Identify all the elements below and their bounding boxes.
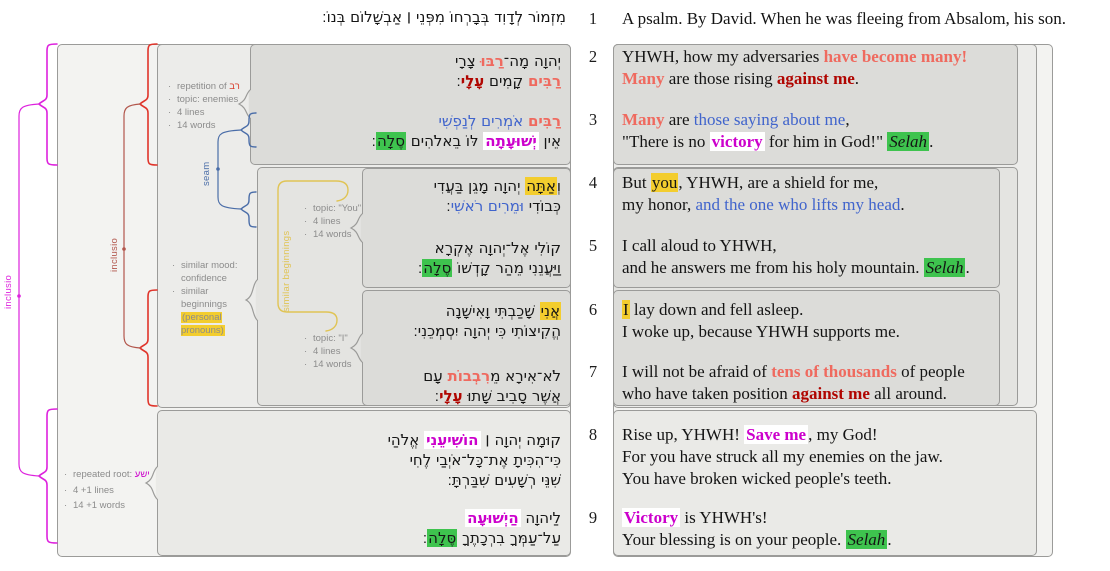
annotation-text [181, 285, 250, 337]
annotation-item [168, 93, 256, 106]
highlighted-text: against me [791, 384, 870, 403]
english-verse-7 [622, 361, 965, 405]
annotation-item [304, 202, 384, 215]
text-run: and he answers me from his holy mountain. [622, 258, 924, 277]
hebrew-verse-4 [434, 176, 561, 216]
highlighted-text: רִבְבוֹת [447, 367, 491, 385]
highlighted-text: הוֹשִׁיעֵנִי [426, 431, 479, 449]
text-run: lay down and fell asleep. [629, 300, 804, 319]
highlighted-text: ישע [134, 469, 150, 480]
highlighted-text: Save me [746, 425, 807, 444]
highlighted-text: רב [229, 81, 240, 92]
annotation-text [313, 358, 384, 371]
highlighted-text: those saying about me [693, 110, 846, 129]
hebrew-verse-3 [372, 111, 561, 151]
text-run: 4 lines [313, 346, 341, 357]
text-run: For you have struck all my enemies on the jaw. [622, 447, 943, 466]
highlighted-text: Many [622, 69, 665, 88]
inner-inclusio-label: inclusio [109, 237, 120, 272]
annotation-item [304, 345, 384, 358]
annotation-item [168, 80, 256, 93]
annotation-text [73, 498, 159, 514]
annotation-topic-you [304, 202, 384, 241]
annotation-text [177, 80, 256, 93]
bullet-icon: · [304, 359, 308, 370]
annotation-enemies [168, 80, 256, 132]
text-run: אֱלֹהַי [387, 431, 425, 449]
bullet-icon: · [168, 81, 172, 92]
text-run: topic: enemies [177, 94, 239, 105]
text-run: ׃ [446, 197, 451, 215]
annotation-item [168, 119, 256, 132]
highlighted-text: אֹמְרִים לְנַפְשִׁי [438, 112, 524, 130]
text-run: אֵין [538, 132, 561, 150]
annotation-item [304, 358, 384, 371]
text-run: topic: "You" [313, 203, 362, 214]
annotation-text [313, 202, 384, 215]
text-run: ׃ [434, 387, 440, 405]
highlighted-text: עָלָי [439, 387, 463, 405]
annotation-item [64, 498, 159, 514]
hebrew-verse-7 [423, 366, 561, 406]
highlighted-text: יְשׁוּעָתָה [485, 132, 537, 150]
annotation-text [313, 345, 384, 358]
highlighted-text: Victory [624, 508, 679, 527]
english-verse-9 [622, 507, 892, 551]
english-superscription: A psalm. By David. When he was fleeing from Absalom, his son. [622, 9, 1066, 28]
text-run: But [622, 173, 651, 192]
text-run: ׃ [422, 529, 428, 547]
bullet-icon: · [64, 469, 68, 480]
text-run: I call aloud to YHWH, [622, 236, 777, 255]
text-run: 4 lines [177, 107, 205, 118]
text-run: 14 words [313, 359, 352, 370]
hebrew-verse-9 [423, 508, 561, 548]
highlighted-text: רַבִּים [527, 72, 561, 90]
text-run: similar beginnings [181, 286, 227, 310]
hebrew-verse-2 [455, 51, 561, 91]
text-run: ׃ [456, 72, 461, 90]
text-run: similar mood: confidence [181, 260, 238, 284]
highlighted-text: אַתָּה [526, 177, 556, 195]
text-run: , my God! [808, 425, 878, 444]
highlighted-text: Many [622, 110, 665, 129]
annotation-text [181, 259, 250, 285]
highlighted-text: (personal pronouns) [181, 312, 224, 336]
text-run: Rise up, YHWH! [622, 425, 745, 444]
text-run: כְּבוֹדִי [523, 197, 561, 215]
annotation-item [172, 285, 250, 337]
annotation-item [64, 483, 159, 499]
highlighted-text: רַבּוּ [480, 52, 504, 70]
text-run: repetition of [177, 81, 230, 92]
text-run: I will not be afraid of [622, 362, 772, 381]
highlighted-text: רַבִּים [527, 112, 561, 130]
bullet-icon: · [172, 260, 176, 271]
annotation-item [64, 467, 159, 483]
highlighted-text: have become many! [823, 47, 968, 66]
text-run: עַל־עַמְּךָ בִרְכָתֶךָ [457, 529, 561, 547]
annotation-text [313, 228, 384, 241]
bullet-icon: · [172, 286, 176, 297]
text-run: who have taken position [622, 384, 792, 403]
text-run: הֱקִיצוֹתִי כִּי יְהוָה יִסְמְכֵנִי׃ [413, 322, 561, 340]
annotation-text [313, 215, 384, 228]
highlighted-text: and the one who lifts my head [695, 195, 901, 214]
highlighted-text: I [623, 300, 629, 319]
highlighted-text: tens of thousands [771, 362, 897, 381]
text-run: . [965, 258, 970, 277]
annotation-item [304, 215, 384, 228]
text-run: are those rising [664, 69, 777, 88]
text-run: לּוֹ בֵאלֹהִים [406, 132, 484, 150]
similar-beginnings-label: similar beginnings [281, 230, 292, 312]
bullet-icon: · [64, 484, 68, 496]
annotation-text [177, 106, 256, 119]
text-run: קוֹלִי אֶל־יְהוָה אֶקְרָא [434, 239, 561, 257]
text-run: שָׁכַבְתִּי וָאִישָׁנָה [445, 302, 540, 320]
text-run: repeated root: [73, 469, 135, 480]
annotation-topic-i [304, 332, 384, 371]
text-run: . [887, 530, 892, 549]
bullet-icon: · [168, 94, 172, 105]
text-run: ׃ [371, 132, 376, 150]
verse-number-3: 3 [588, 110, 598, 129]
text-run: עָם [423, 367, 448, 385]
outer-inclusio-label: inclusio [3, 274, 14, 309]
bullet-icon: · [64, 500, 68, 511]
annotation-text [177, 93, 256, 106]
text-run: כִּי־הִכִּיתָ אֶת־כָּל־אֹיְבַי לֶחִי [409, 451, 561, 469]
text-run: for him in God!" [764, 132, 888, 151]
text-run: וַיַּעֲנֵנִי מֵהַר קָדְשׁוֹ [452, 259, 561, 277]
text-run: קָמִים [484, 72, 528, 90]
english-verse-8 [622, 424, 943, 490]
highlighted-text: וּמֵרִים רֹאשִׁי [450, 197, 524, 215]
english-verse-2 [622, 46, 967, 90]
highlighted-text: Selah [847, 530, 886, 549]
hebrew-verse-5 [418, 238, 561, 278]
annotation-text [177, 119, 256, 132]
text-run: קוּמָה יְהוָה ׀ [480, 431, 561, 449]
highlighted-text: הַיְשׁוּעָה [467, 509, 519, 527]
annotation-repeated-root [64, 467, 159, 514]
text-run: 14 words [313, 229, 352, 240]
bullet-icon: · [304, 346, 308, 357]
verse-number-7: 7 [588, 362, 598, 381]
bullet-icon: · [304, 216, 308, 227]
text-run: all around. [869, 384, 947, 403]
text-run: לֹא־אִירָא מֵ [490, 367, 561, 385]
hebrew-verse-6 [413, 301, 561, 341]
text-run: "There is no [622, 132, 710, 151]
annotation-item [304, 228, 384, 241]
text-run: my honor, [622, 195, 696, 214]
verse-number-8: 8 [588, 425, 598, 444]
highlighted-text: סֶּלָה [428, 529, 457, 547]
text-run: . [854, 69, 860, 88]
annotation-text [73, 467, 159, 483]
verse-number-2: 2 [588, 47, 598, 66]
seam-label: seam [201, 161, 212, 186]
text-run: לַיהוָה [520, 509, 561, 527]
text-run: יְהוָה מָגֵן בַּעֲדִי [433, 177, 526, 195]
hebrew-verse-8 [388, 430, 561, 490]
annotation-item [304, 332, 384, 345]
english-verse-5 [622, 235, 970, 279]
highlighted-text: סֶלָה [423, 259, 452, 277]
highlighted-text: Selah [889, 132, 928, 151]
text-run: I woke up, because YHWH supports me. [622, 322, 900, 341]
text-run: 4 +1 lines [73, 484, 114, 496]
annotation-similar-mood [172, 259, 250, 337]
bullet-icon: · [168, 107, 172, 118]
text-run: Your blessing is on your people. [622, 530, 846, 549]
annotation-item [172, 259, 250, 285]
text-run: , YHWH, are a shield for me, [678, 173, 879, 192]
text-run: ׃ [417, 259, 423, 277]
highlighted-text: victory [711, 132, 763, 151]
verse-number-4: 4 [588, 173, 598, 192]
text-run: . [900, 195, 905, 214]
english-verse-3 [622, 109, 933, 153]
annotation-text [313, 332, 384, 345]
bullet-icon: · [304, 229, 308, 240]
text-run: 14 words [177, 120, 216, 131]
highlighted-text: you [651, 173, 678, 192]
text-run: You have broken wicked people's teeth. [622, 469, 892, 488]
highlighted-text: against me [776, 69, 855, 88]
verse-number-9: 9 [588, 508, 598, 527]
text-run: is YHWH's! [680, 508, 768, 527]
text-run: are [664, 110, 694, 129]
bullet-icon: · [304, 333, 308, 344]
highlighted-text: סֶלָה [376, 132, 406, 150]
verse-number-1: 1 [588, 9, 598, 28]
annotation-item [168, 106, 256, 119]
text-run: וְ [556, 177, 561, 195]
text-run: topic: "I" [313, 333, 348, 344]
english-verse-4 [622, 172, 905, 216]
text-run: YHWH, how my adversaries [622, 47, 824, 66]
text-run: of people [896, 362, 965, 381]
english-verse-6 [622, 299, 900, 343]
text-run: , [845, 110, 850, 129]
highlighted-text: אֲנִי [540, 302, 560, 320]
bullet-icon: · [304, 203, 308, 214]
text-run: 14 +1 words [73, 500, 126, 511]
verse-number-6: 6 [588, 300, 598, 319]
text-run: אֲשֶׁר סָבִיב שָׁתוּ [462, 387, 561, 405]
text-run: צָרָי [454, 52, 481, 70]
highlighted-text: עָלָי [460, 72, 485, 90]
hebrew-superscription: מִזְמוֹר לְדָוִד בְּבָרְחוֹ מִפְּנֵי ׀ אַבְשָׁלוֹם בְּנוֹ׃ [322, 8, 566, 26]
text-run: שִׁנֵּי רְשָׁעִים שִׁבַּרְתָּ׃ [447, 471, 561, 489]
text-run: יְהוָה מָה־ [503, 52, 561, 70]
text-run: . [929, 132, 934, 151]
verse-number-5: 5 [588, 236, 598, 255]
bullet-icon: · [168, 120, 172, 131]
highlighted-text: Selah [925, 258, 964, 277]
text-run: 4 lines [313, 216, 341, 227]
annotation-text [73, 483, 159, 499]
